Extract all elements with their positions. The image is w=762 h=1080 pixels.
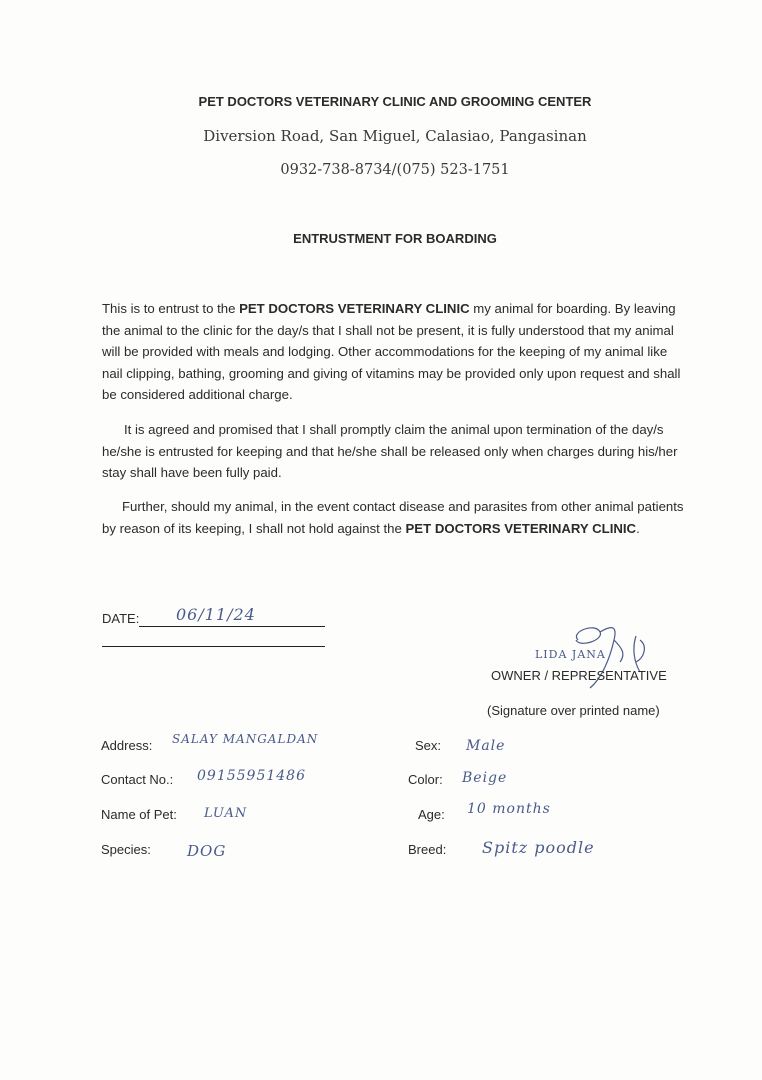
species-value: DOG [187,842,227,860]
signature-printed-name: LIDA JANA [535,648,606,661]
breed-value: Spitz poodle [482,838,595,857]
clinic-name: PET DOCTORS VETERINARY CLINIC AND GROOMING CENTER [198,94,592,109]
p1-text-a: This is to entrust to the [102,301,240,316]
sex-value: Male [466,738,506,754]
owner-representative-label: OWNER / REPRESENTATIVE [491,668,667,683]
paragraph-agreement [102,419,687,484]
p2-text: It is agreed and promised that I shall promptly claim the animal upon termination of the day/s he/she is entrusted for keeping and that he/she shall be released only when charges during his/her stay shall have been fully paid. [102,422,678,481]
p3-text-a: Further, should my animal, in the event contact disease and parasites from other animal patients by reason of its keeping, I shall not hold against the [102,499,684,536]
paragraph-entrust [102,298,687,406]
clinic-address: Diversion Road, San Miguel, Calasiao, Pangasinan [203,127,587,145]
species-label: Species: [101,842,151,857]
address-label: Address: [101,738,153,753]
paragraph-liability [102,496,687,539]
pet-name-label: Name of Pet: [101,807,177,822]
age-value: 10 months [467,801,551,817]
contact-value: 09155951486 [197,768,306,784]
date-value: 06/11/24 [176,605,256,624]
age-label: Age: [418,807,445,822]
p1-text-c: my animal for boarding. By leaving the animal to the clinic for the day/s that I shall not be present, it is fully understood that my animal will be provided with meals and lodging. Other accommodations for the keeping of my animal like nail clipping, bathing, grooming and giving of vitamins may be provided only upon request and shall be considered additional charge. [102,301,681,403]
color-label: Color: [408,772,443,787]
date-label: DATE: [102,611,140,626]
document-title: ENTRUSTMENT FOR BOARDING [293,231,497,246]
pet-name-value: LUAN [204,806,248,821]
p1-clinic-name: PET DOCTORS VETERINARY CLINIC [239,301,470,316]
contact-label: Contact No.: [101,772,174,787]
breed-label: Breed: [408,842,447,857]
blank-underline [102,646,325,647]
clinic-phone: 0932-738-8734/(075) 523-1751 [280,162,510,178]
signature-caption: (Signature over printed name) [487,703,660,718]
p3-text-c: . [636,520,640,536]
address-value: SALAY MANGALDAN [172,732,319,746]
date-underline [139,626,325,627]
p3-clinic-name: PET DOCTORS VETERINARY CLINIC [405,520,637,536]
color-value: Beige [462,770,508,786]
sex-label: Sex: [415,738,442,753]
